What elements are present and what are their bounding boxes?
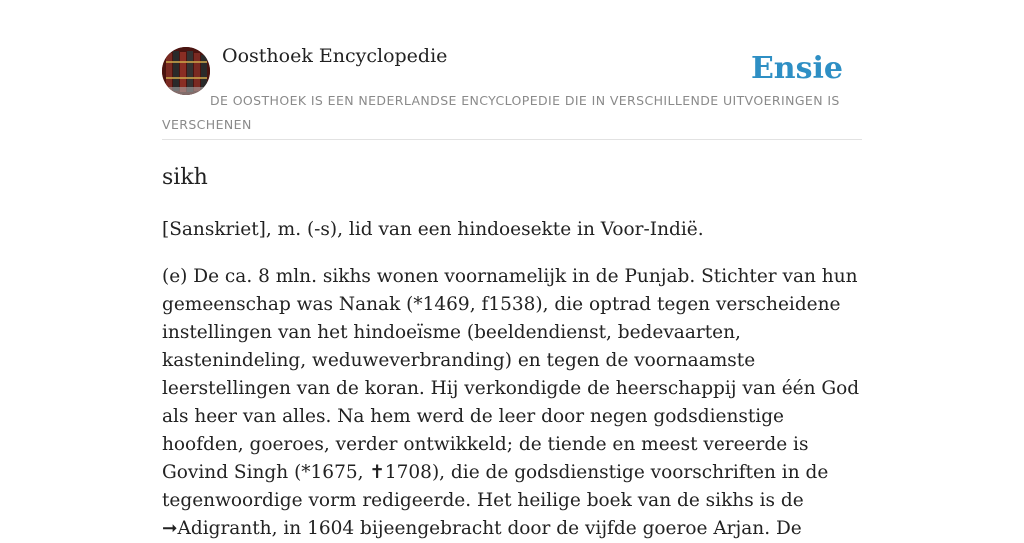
site-title[interactable]: Oosthoek Encyclopedie — [222, 45, 448, 67]
site-header — [162, 0, 862, 140]
site-tagline: DE OOSTHOEK IS EEN NEDERLANDSE ENCYCLOPEDIE DIE IN VERSCHILLENDE UITVOERINGEN IS VERSCHENEN — [162, 93, 840, 132]
page — [162, 0, 862, 539]
brand-logo[interactable]: Ensie — [750, 51, 843, 86]
article — [162, 160, 862, 539]
article-body: (e) De ca. 8 mln. sikhs wonen voornamelijk in de Punjab. Stichter van hun gemeenschap was Nanak (*1469, f1538), die optrad tegen verscheidene instellingen van het hindoeïsme (beeldendienst, bedevaarten, kastenindeling, weduweverbranding) en tegen de voornaamste leerstellingen van de koran. Hij verkondigde de heerschappij van één God als heer van alles. Na hem werd de leer door negen godsdienstige hoofden, goeroes, verder ontwikkeld; de tiende en meest vereerde is Govind Singh (*1675, ✝1708), die de godsdienstige voorschriften in de tegenwoordige vorm redigeerde. Het heilige boek van de sikhs is de ➞Adigranth, in 1604 bijeengebracht door de vijfde goeroe Arjan. De — [162, 266, 860, 539]
article-lead: [Sanskriet], m. (-s), lid van een hindoesekte in Voor-Indië. — [162, 219, 704, 240]
book-spines-avatar[interactable] — [162, 47, 210, 95]
article-title: sikh — [162, 165, 208, 190]
book-spines-icon — [162, 47, 210, 95]
